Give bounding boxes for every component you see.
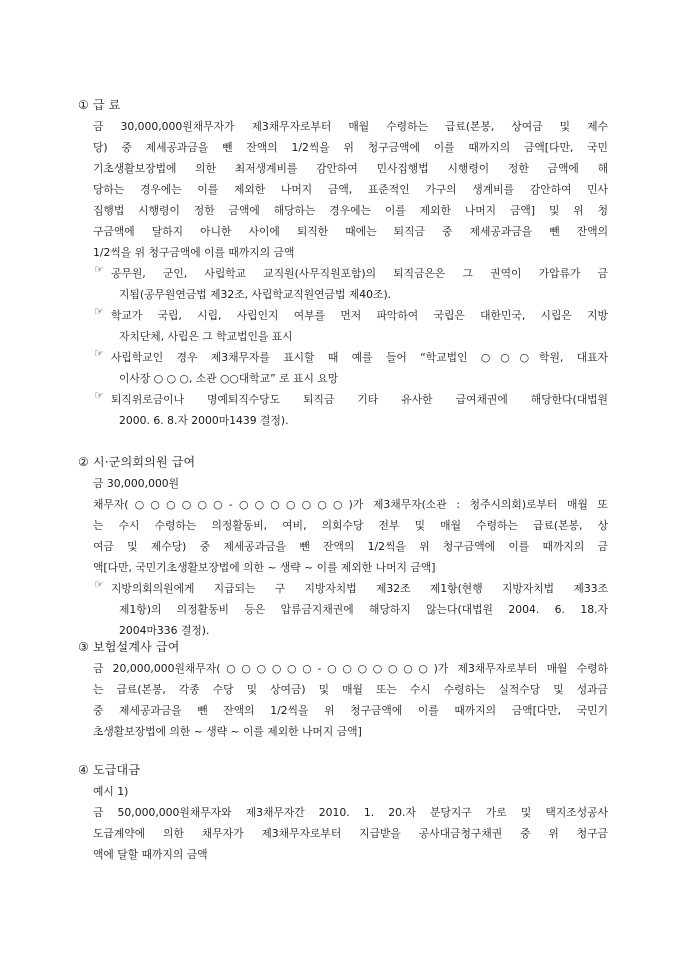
section-salary (78, 95, 608, 431)
body-line: 구금액에 달하지 아니한 사이에 퇴직한 때에는 퇴직금 중 제세공과금을 뺀 잔액의 (93, 225, 608, 238)
note-line: 퇴직위로금이나 명예퇴직수당도 퇴직금 기타 유사한 급여채권에 해당한다(대법원 (111, 393, 608, 406)
note-line: 2004마336 결정). (119, 624, 210, 637)
note-line: 이사장 ○ ○ ○, 소관 ○○대학교” 로 표시 요망 (119, 372, 339, 385)
note-line: 지방의회의원에게 지급되는 구 지방자치법 제32조 제1항(현행 지방자치법 제33조 (111, 582, 608, 595)
section-insurance-planner-pay (78, 637, 608, 742)
body-line: 는 수시 수령하는 의정활동비, 여비, 의회수당 전부 및 매월 수령하는 급료(본봉, 상 (93, 519, 608, 532)
body-line: 1/2씩을 위 청구금액에 이를 때까지의 금액 (93, 246, 295, 259)
body-line: 는 급료(본봉, 각종 수당 및 상여금) 및 매월 또는 수시 수령하는 실적수당 및 성과금 (93, 683, 608, 696)
body-line: 금 20,000,000원채무자(○○○○○○-○○○○○○○)가 제3채무자로부터 매월 수령하 (93, 662, 608, 675)
note-item (78, 305, 608, 347)
note-line: 제1항)의 의정활동비 등은 압류금지채권에 해당하지 않는다(대법원 2004. 6. 18.자 (119, 603, 608, 616)
body-line: 여금 및 제수당) 중 제세공과금을 뺀 잔액의 1/2씩을 위 청구금액에 이를 때까지의 금 (93, 540, 608, 553)
note-line: 2000. 6. 8.자 2000마1439 결정). (119, 414, 289, 427)
body-line: 기초생활보장법에 의한 최저생계비를 감안하여 민사집행법 시행령이 정한 금액에 해 (93, 162, 608, 175)
pointing-hand-icon: ☞ (94, 263, 104, 276)
body-line: 금 50,000,000원채무자와 제3채무자간 2010. 1. 20.자 분당지구 가로 및 택지조성공사 (93, 806, 608, 819)
note-line: 학교가 국립, 시립, 사립인지 여부를 먼저 파악하여 국립은 대한민국, 시립은 지방 (111, 309, 608, 322)
section-heading: ③ 보험설계사 급여 (78, 640, 180, 654)
body-line: 채무자(○○○○○○-○○○○○○○)가 제3채무자(소관 : 청주시의회)로부터 매월 또 (93, 498, 608, 511)
section-council-member-pay (78, 452, 608, 641)
section-heading: ② 시·군의회의원 급여 (78, 455, 196, 469)
note-item (78, 389, 608, 431)
note-item (78, 347, 608, 389)
body-line: 금 30,000,000원채무자가 제3채무자로부터 매월 수령하는 급료(본봉, 상여금 및 제수 (93, 120, 608, 133)
body-line: 액[다만, 국민기초생활보장법에 의한 ~ 생략 ~ 이를 제외한 나머지 금액] (93, 561, 436, 574)
note-item (78, 263, 608, 305)
section-contract-payment (78, 760, 608, 865)
note-line: 공무원, 군인, 사립학교 교직원(사무직원포함)의 퇴직금은은 그 권역이 가압류가 금 (111, 267, 608, 280)
pointing-hand-icon: ☞ (94, 347, 104, 360)
pointing-hand-icon: ☞ (94, 305, 104, 318)
note-line: 자치단체, 사립은 그 학교법인을 표시 (119, 330, 293, 343)
pointing-hand-icon: ☞ (94, 389, 104, 402)
body-line: 중 제세공과금을 뺀 잔액의 1/2씩을 위 청구금액에 이를 때까지의 금액[다만, 국민기 (93, 704, 608, 717)
body-line: 예시 1) (93, 785, 129, 798)
body-line: 집행법 시행령이 정한 금액에 해당하는 경우에는 이를 제외한 나머지 금액] 및 위 청 (93, 204, 608, 217)
note-line: 사립학교인 경우 제3채무자를 표시할 때 예를 들어 “학교법인 ○○○학원, 대표자 (111, 351, 608, 364)
body-line: 도급계약에 의한 채무자가 제3채무자로부터 지급받을 공사대금청구채권 중 위 청구금 (93, 827, 608, 840)
body-line: 당) 중 제세공과금을 뺀 잔액의 1/2씩을 위 청구금액에 이를 때까지의 금액[다만, 국민 (93, 141, 608, 154)
pointing-hand-icon: ☞ (94, 578, 104, 591)
body-line: 금 30,000,000원 (93, 477, 180, 490)
body-line: 초생활보장법에 의한 ~ 생략 ~ 이를 제외한 나머지 금액] (93, 725, 362, 738)
section-heading: ① 급 료 (78, 98, 121, 112)
body-line: 당하는 경우에는 이를 제외한 나머지 금액, 표준적인 가구의 생계비를 감안하여 민사 (93, 183, 608, 196)
note-line: 지됨(공무원연금법 제32조, 사립학교직원연금법 제40조). (119, 288, 392, 301)
body-line: 액에 달할 때까지의 금액 (93, 848, 208, 861)
note-item (78, 578, 608, 641)
section-heading: ④ 도급대금 (78, 763, 141, 777)
